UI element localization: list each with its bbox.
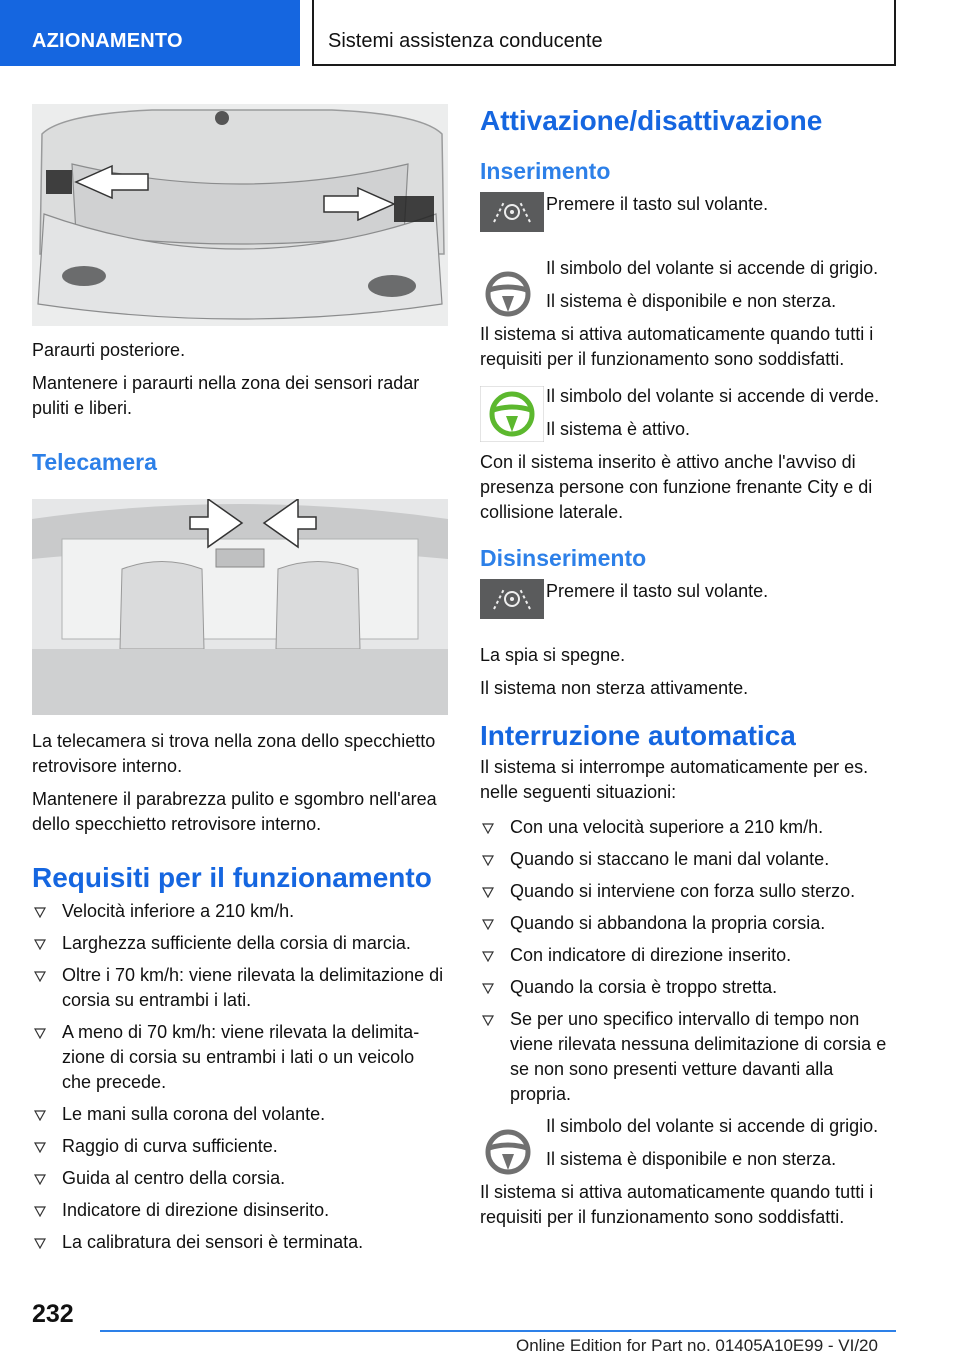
requirements-list [32,899,448,1255]
interruption-heading: Interruzione automatica [480,720,796,751]
press-button-row [480,192,896,242]
lane-assist-button-icon [480,192,544,232]
list-item: A meno di 70 km/h: viene rilevata la delimitazione di corsia su entrambi i lati o un veicolo che precede. [32,1020,448,1095]
camera-image [32,499,448,715]
rear-bumper-illustration [32,104,448,326]
grey-symbol-row-2 [480,1114,896,1172]
interruption-list [480,815,896,1107]
triangle-bullet-icon [34,970,46,982]
chapter-tab: AZIONAMENTO [0,0,300,66]
triangle-bullet-icon [34,1027,46,1039]
list-item: Oltre i 70 km/h: viene rilevata la delimitazione di corsia su entrambi i lati. [32,963,448,1013]
grey-status-text-2: Il sistema è disponibile e non sterza. [546,1149,837,1169]
triangle-bullet-icon [482,854,494,866]
auto-activation-text-2: Il sistema si attiva automaticamente quando tutti i requisiti per il funzionamento sono soddisfatti. [480,1182,874,1227]
camera-location-text: La telecamera si trova nella zona dello specchietto retrovisore interno. [32,731,436,776]
no-steer-text: Il sistema non sterza attivamente. [480,678,749,698]
triangle-bullet-icon [482,1014,494,1026]
list-item: Quando si staccano le mani dal volante. [480,847,896,872]
activation-heading: Attivazione/disattivazione [480,105,823,136]
lane-assist-button-icon [480,579,544,619]
list-item: Con indicatore di direzione inserito. [480,943,896,968]
rear-bumper-text: Mantenere i paraurti nella zona dei sensori radar puliti e liberi. [32,373,420,418]
triangle-bullet-icon [482,950,494,962]
triangle-bullet-icon [34,1109,46,1121]
page-number: 232 [32,1300,74,1328]
camera-heading: Telecamera [32,449,157,475]
list-item: Guida al centro della corsia. [32,1166,448,1191]
footer-divider [100,1330,896,1332]
triangle-bullet-icon [482,822,494,834]
list-item: Quando si abbandona la propria corsia. [480,911,896,936]
interruption-intro: Il sistema si interrompe automaticamente per es. nelle seguenti situazioni: [480,757,869,802]
camera-care-text: Mantenere il parabrezza pulito e sgombro nell'area dello specchietto retrovisore interno. [32,789,437,834]
requirements-heading: Requisiti per il funzionamento [32,862,432,893]
grey-status-text: Il sistema è disponibile e non sterza. [546,291,837,311]
switch-off-heading: Disinserimento [480,545,647,571]
list-item: Quando si interviene con forza sullo sterzo. [480,879,896,904]
switch-on-heading: Inserimento [480,158,611,184]
triangle-bullet-icon [34,1205,46,1217]
rear-bumper-image [32,104,448,326]
steering-wheel-green-icon [480,386,544,442]
left-column [32,104,448,1262]
green-symbol-row [480,384,896,442]
steering-wheel-grey-icon [480,266,536,322]
green-symbol-text: Il simbolo del volante si accende di verde. [546,386,880,406]
list-item: Le mani sulla corona del volante. [32,1102,448,1127]
steering-wheel-grey-icon [480,1124,536,1180]
press-button-off-row [480,579,896,629]
section-title: Sistemi assistenza conducente [312,0,896,66]
triangle-bullet-icon [482,982,494,994]
edition-footer: Online Edition for Part no. 01405A10E99 - VI/20 [516,1336,878,1355]
press-button-text: Premere il tasto sul volante. [546,194,769,214]
grey-symbol-text: Il simbolo del volante si accende di grigio. [546,258,879,278]
list-item: Larghezza sufficiente della corsia di marcia. [32,931,448,956]
list-item: Velocità inferiore a 210 km/h. [32,899,448,924]
triangle-bullet-icon [482,918,494,930]
warning-info-text: Con il sistema inserito è attivo anche l'avviso di presenza persone con funzione frenante City e di collisione laterale. [480,452,873,522]
press-button-off-text: Premere il tasto sul volante. [546,581,769,601]
rear-bumper-caption: Paraurti posteriore. [32,340,186,360]
interior-illustration [32,499,448,715]
list-item: Raggio di curva sufficiente. [32,1134,448,1159]
list-item: Se per uno specifico intervallo di tempo non viene rilevata nessuna delimitazione di corsia e se non sono presenti vetture davanti alla propria. [480,1007,896,1107]
triangle-bullet-icon [34,938,46,950]
grey-symbol-row [480,256,896,314]
auto-activation-text: Il sistema si attiva automaticamente quando tutti i requisiti per il funzionamento sono soddisfatti. [480,324,874,369]
green-status-text: Il sistema è attivo. [546,419,691,439]
triangle-bullet-icon [34,1237,46,1249]
list-item: Con una velocità superiore a 210 km/h. [480,815,896,840]
triangle-bullet-icon [34,1141,46,1153]
triangle-bullet-icon [34,906,46,918]
grey-symbol-text-2: Il simbolo del volante si accende di grigio. [546,1116,879,1136]
list-item: Quando la corsia è troppo stretta. [480,975,896,1000]
lamp-off-text: La spia si spegne. [480,645,626,665]
triangle-bullet-icon [482,886,494,898]
right-column [480,104,896,1238]
triangle-bullet-icon [34,1173,46,1185]
list-item: La calibratura dei sensori è terminata. [32,1230,448,1255]
list-item: Indicatore di direzione disinserito. [32,1198,448,1223]
